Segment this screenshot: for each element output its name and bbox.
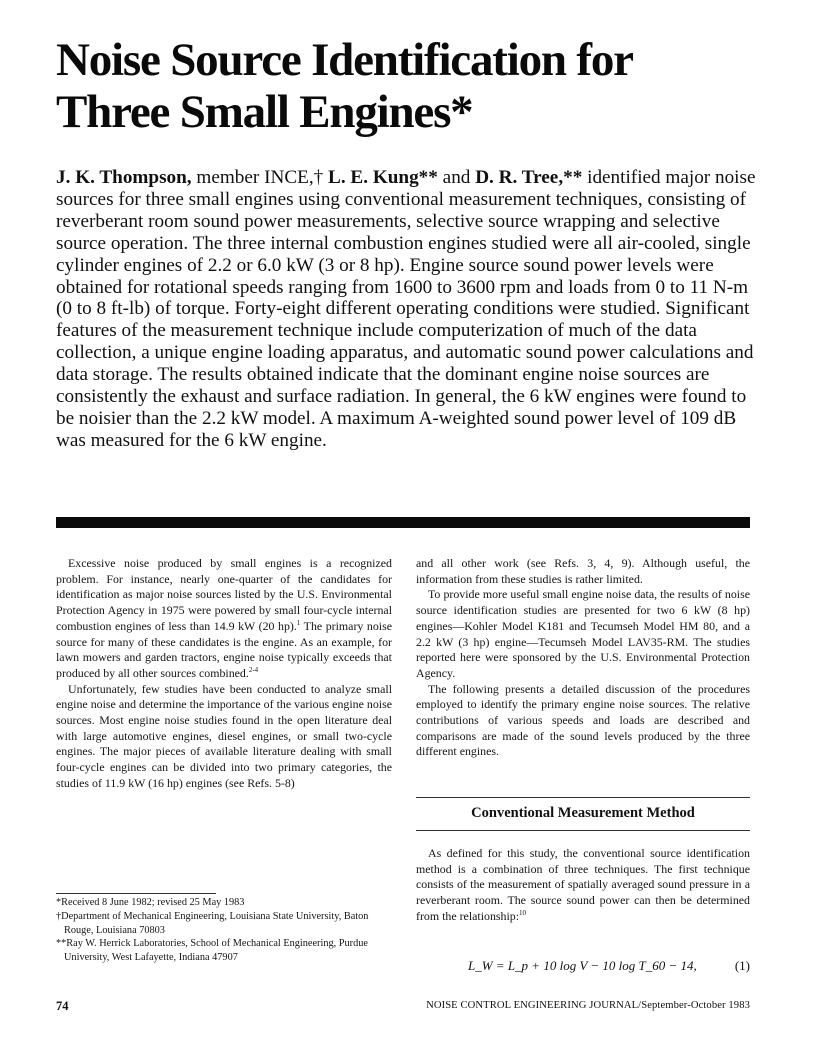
ref-sup-10: 10 bbox=[519, 908, 527, 917]
footnote-lsu: †Department of Mechanical Engineering, Louisiana State University, Baton Rouge, Louisiana 70803 bbox=[56, 910, 369, 936]
abstract-text: identified major noise sources for three small engines using conventional measurement techniques, consisting of reverberant room sound power measurements, selective source wrapping and selective source operation. The three internal combustion engines studied were all air-cooled, single cylinder engines of 2.2 or 6.0 kW (3 or 8 hp). Engine source sound power levels were obtained for rotational speeds ranging from 1600 to 3600 rpm and loads from 0 to 11 N-m (0 to 8 ft-lb) of torque. Forty-eight different operating conditions were studied. Significant features of the measurement technique include computerization of much of the data collection, a unique engine loading apparatus, and automatic sound power calculations and data storage. The results obtained indicate that the dominant engine noise sources are consistently the exhaust and surface radiation. In general, the 6 kW engines were found to be noisier than the 2.2 kW model. A maximum A-weighted sound power level of 109 dB was measured for the 6 kW engine. bbox=[56, 167, 756, 451]
author-tree: D. R. Tree,** bbox=[475, 167, 583, 188]
page-number: 74 bbox=[56, 999, 69, 1013]
footnote-received: *Received 8 June 1982; revised 25 May 1983 bbox=[56, 897, 245, 908]
footnote-purdue: **Ray W. Herrick Laboratories, School of Mechanical Engineering, Purdue University, West Lafayette, Indiana 47907 bbox=[56, 938, 368, 964]
section-header bbox=[416, 797, 750, 831]
author-kung: L. E. Kung** bbox=[328, 167, 438, 188]
journal-footer: NOISE CONTROL ENGINEERING JOURNAL/September-October 1983 bbox=[426, 1000, 750, 1011]
title-line-1: Noise Source Identification for bbox=[56, 34, 633, 86]
right-column-lower bbox=[416, 846, 750, 925]
abstract bbox=[56, 167, 756, 452]
footnotes bbox=[56, 893, 392, 965]
intro-p1-text-a: Excessive noise produced by small engines is a recognized problem. For instance, nearly one-quarter of the candidates for identification as major noise sources listed by the U.S. Environmental Protection Agency in 1975 were powered by small four-cycle internal combustion engines of less than 14.9 kW (20 hp). bbox=[56, 556, 392, 633]
right-paragraph-1: and all other work (see Refs. 3, 4, 9). Although useful, the information from these studies is rather limited. bbox=[416, 556, 750, 586]
method-paragraph bbox=[416, 846, 750, 925]
article-title bbox=[56, 34, 776, 138]
left-column bbox=[56, 556, 392, 792]
title-line-2: Three Small Engines* bbox=[56, 86, 473, 138]
intro-p1-text-b: The primary noise source for many of these candidates is the engine. As an example, for lawn mowers and garden tractors, engine noise typically exceeds that produced by all other sources combined. bbox=[56, 618, 392, 680]
equation-number: (1) bbox=[734, 958, 750, 973]
ref-sup-1: 1 bbox=[296, 618, 301, 627]
section-heading: Conventional Measurement Method bbox=[471, 805, 695, 821]
method-text: As defined for this study, the conventional source identification method is a combination of three techniques. The first technique consists of the measurement of spatially averaged sound pressure in a reverberant room. The source sound power can then be determined from the relationship: bbox=[416, 846, 750, 923]
abstract-and: and bbox=[437, 167, 476, 188]
ref-sup-2-4: 2-4 bbox=[248, 665, 259, 674]
footnote-rule bbox=[56, 893, 216, 894]
intro-paragraph-1 bbox=[56, 556, 392, 682]
right-paragraph-2: To provide more useful small engine noise data, the results of noise source identification studies are presented for two 6 kW (8 hp) engines—Kohler Model K181 and Tecumseh Model HM 80, and a 2.2 kW (3 hp) engine—Tecumseh Model LAV35-RM. The studies reported here were sponsored by the U.S. Environmental Protection Agency. bbox=[416, 587, 750, 680]
right-column bbox=[416, 556, 750, 760]
equation-text: L_W = L_p + 10 log V − 10 log T_60 − 14, bbox=[468, 958, 697, 973]
intro-paragraph-2: Unfortunately, few studies have been conducted to analyze small engine noise and determine the importance of the various engine noise sources. Most engine noise studies found in the open literature deal with large automotive engines, diesel engines, or small two-cycle engines. The major pieces of available literature dealing with small four-cycle engines can be divided into two primary categories, the studies of 11.9 kW (16 hp) engines (see Refs. 5-8) bbox=[56, 681, 392, 790]
author-thompson: J. K. Thompson, bbox=[56, 167, 192, 188]
section-divider-bar bbox=[56, 517, 750, 528]
right-paragraph-3: The following presents a detailed discussion of the procedures employed to identify the primary engine noise sources. The relative contributions of various speeds and loads are described and comparisons are made of the sound levels produced by the three different engines. bbox=[416, 681, 750, 759]
author-affiliation: member INCE,† bbox=[191, 167, 329, 188]
